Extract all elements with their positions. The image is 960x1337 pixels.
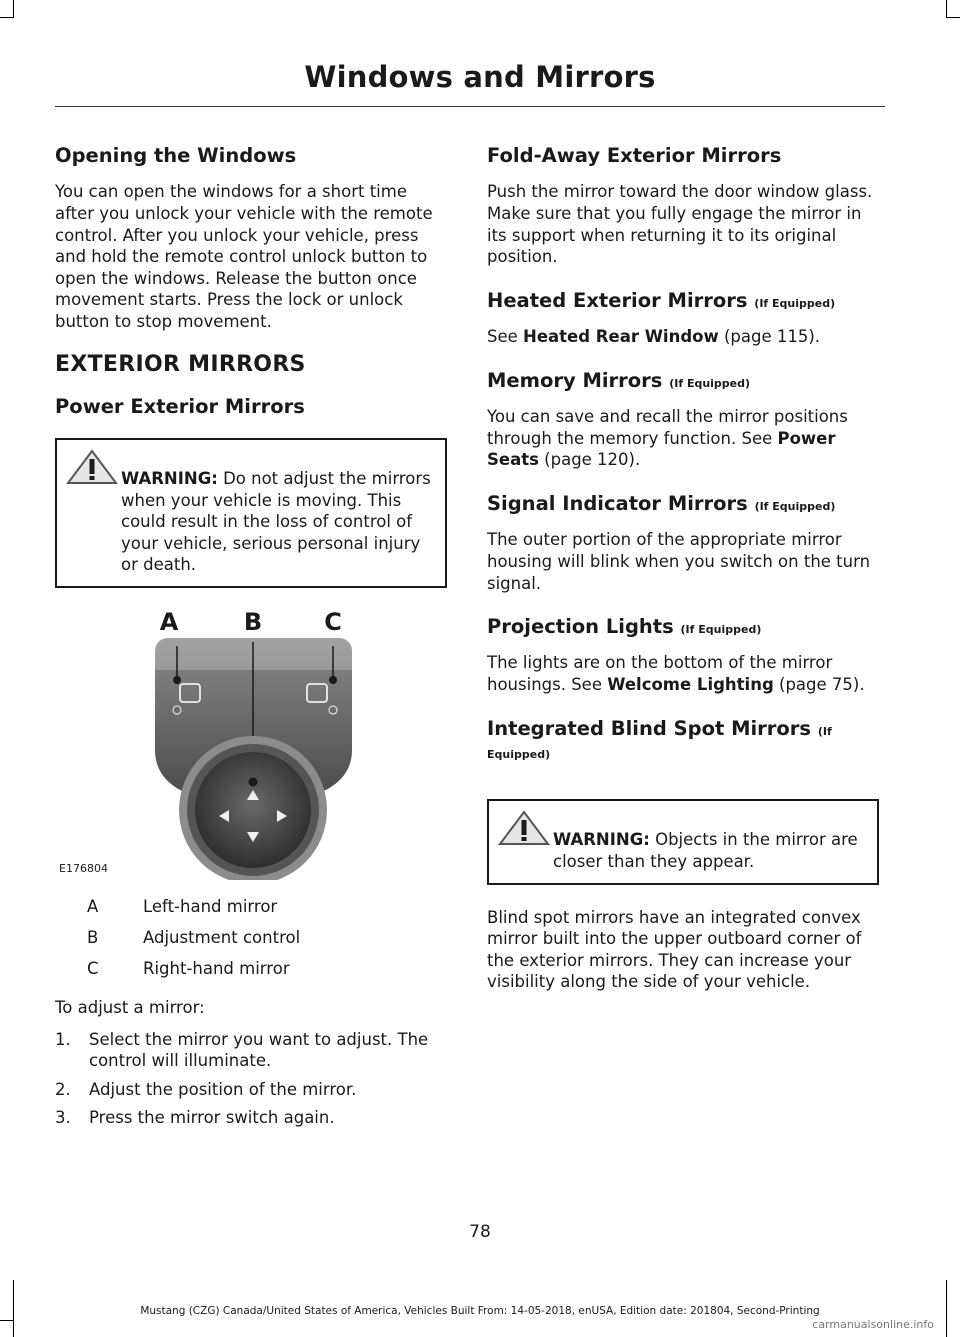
legend-row <box>55 958 447 979</box>
blind-spot-heading: Integrated Blind Spot Mirrors (If Equipped) <box>487 716 832 762</box>
foldaway-text: Push the mirror toward the door window glass. Make sure that you fully engage the mirror in its support when returning it to its original position. <box>487 182 873 267</box>
legend-key: C <box>87 958 99 978</box>
blind-spot-text: Blind spot mirrors have an integrated convex mirror built into the upper outboard corner of the exterior mirrors. They can increase your visibility along the side of your vehicle. <box>487 907 862 992</box>
footer-text: Mustang (CZG) Canada/United States of America, Vehicles Built From: 14-05-2018, enUSA, Edition date: 201804, Second-Printing <box>140 1305 820 1317</box>
callout-b: B <box>243 609 263 636</box>
page-number: 78 <box>469 1222 491 1242</box>
projection-lights-heading: Projection Lights (If Equipped) <box>487 615 762 639</box>
power-mirrors-heading: Power Exterior Mirrors <box>55 394 305 418</box>
legend-value: Adjustment control <box>143 927 301 947</box>
figure-legend <box>55 896 447 979</box>
header-divider <box>55 106 885 107</box>
memory-mirrors-heading: Memory Mirrors (If Equipped) <box>487 368 751 392</box>
heated-mirrors-heading: Heated Exterior Mirrors (If Equipped) <box>487 288 836 312</box>
projection-lights-text: The lights are on the bottom of the mirror housings. See Welcome Lighting (page 75). <box>487 653 865 695</box>
warning-triangle-icon <box>65 448 119 486</box>
cross-reference-link[interactable]: Power Seats <box>487 428 836 470</box>
page-title: Windows and Mirrors <box>304 60 656 94</box>
list-item: 3. Press the mirror switch again. <box>55 1108 335 1128</box>
opening-windows-heading: Opening the Windows <box>55 144 297 167</box>
warning-triangle-icon <box>497 809 551 847</box>
cross-reference-link[interactable]: Heated Rear Window <box>523 327 719 347</box>
legend-value: Left-hand mirror <box>143 896 278 916</box>
adjust-steps <box>55 1029 447 1129</box>
foldaway-heading: Fold-Away Exterior Mirrors <box>487 144 782 167</box>
signal-mirrors-text: The outer portion of the appropriate mirror housing will blink when you switch on the turn signal. <box>487 530 871 593</box>
mirror-control-illustration <box>55 610 447 880</box>
warning-text: Do not adjust the mirrors when your vehicle is moving. This could result in the loss of control of your vehicle, serious personal injury or death. <box>121 468 431 575</box>
crop-mark <box>946 17 960 18</box>
signal-mirrors-heading: Signal Indicator Mirrors (If Equipped) <box>487 491 836 515</box>
legend-row <box>55 927 447 948</box>
memory-mirrors-text: You can save and recall the mirror positions through the memory function. See Power Seats (page 120). <box>487 407 848 470</box>
opening-windows-text: You can open the windows for a short time after you unlock your vehicle with the remote control. After you unlock your vehicle, press and hold the remote control unlock button to open the windows. Release the button once movement starts. Press the lock or unlock button to stop movement. <box>55 182 433 331</box>
warning-box-blind-spot <box>487 799 879 884</box>
mirror-control-figure <box>55 610 447 880</box>
heated-mirrors-text: See Heated Rear Window (page 115). <box>487 327 821 347</box>
legend-key: B <box>87 927 99 947</box>
watermark: carmanualsonline.info <box>812 1318 934 1331</box>
crop-mark <box>946 0 947 18</box>
list-item: 1. Select the mirror you want to adjust. The control will illuminate. <box>55 1029 429 1071</box>
callout-c: C <box>324 609 342 636</box>
warning-box-power-mirrors <box>55 438 447 588</box>
legend-row <box>55 896 447 917</box>
adjust-intro: To adjust a mirror: <box>55 997 205 1017</box>
crop-mark <box>13 0 14 18</box>
right-column <box>487 144 879 1014</box>
warning-label: WARNING: <box>553 830 650 850</box>
crop-mark <box>0 1320 14 1321</box>
list-item: 2. Adjust the position of the mirror. <box>55 1079 357 1099</box>
warning-label: WARNING: <box>121 468 218 488</box>
legend-key: A <box>87 896 99 916</box>
callout-a: A <box>159 609 179 636</box>
warning-text: Objects in the mirror are closer than they appear. <box>553 830 858 872</box>
left-column <box>55 144 447 1136</box>
legend-value: Right-hand mirror <box>143 958 290 978</box>
cross-reference-link[interactable]: Welcome Lighting <box>607 675 774 695</box>
figure-code: E176804 <box>59 861 108 875</box>
crop-mark <box>0 17 14 18</box>
exterior-mirrors-heading: EXTERIOR MIRRORS <box>55 351 306 377</box>
